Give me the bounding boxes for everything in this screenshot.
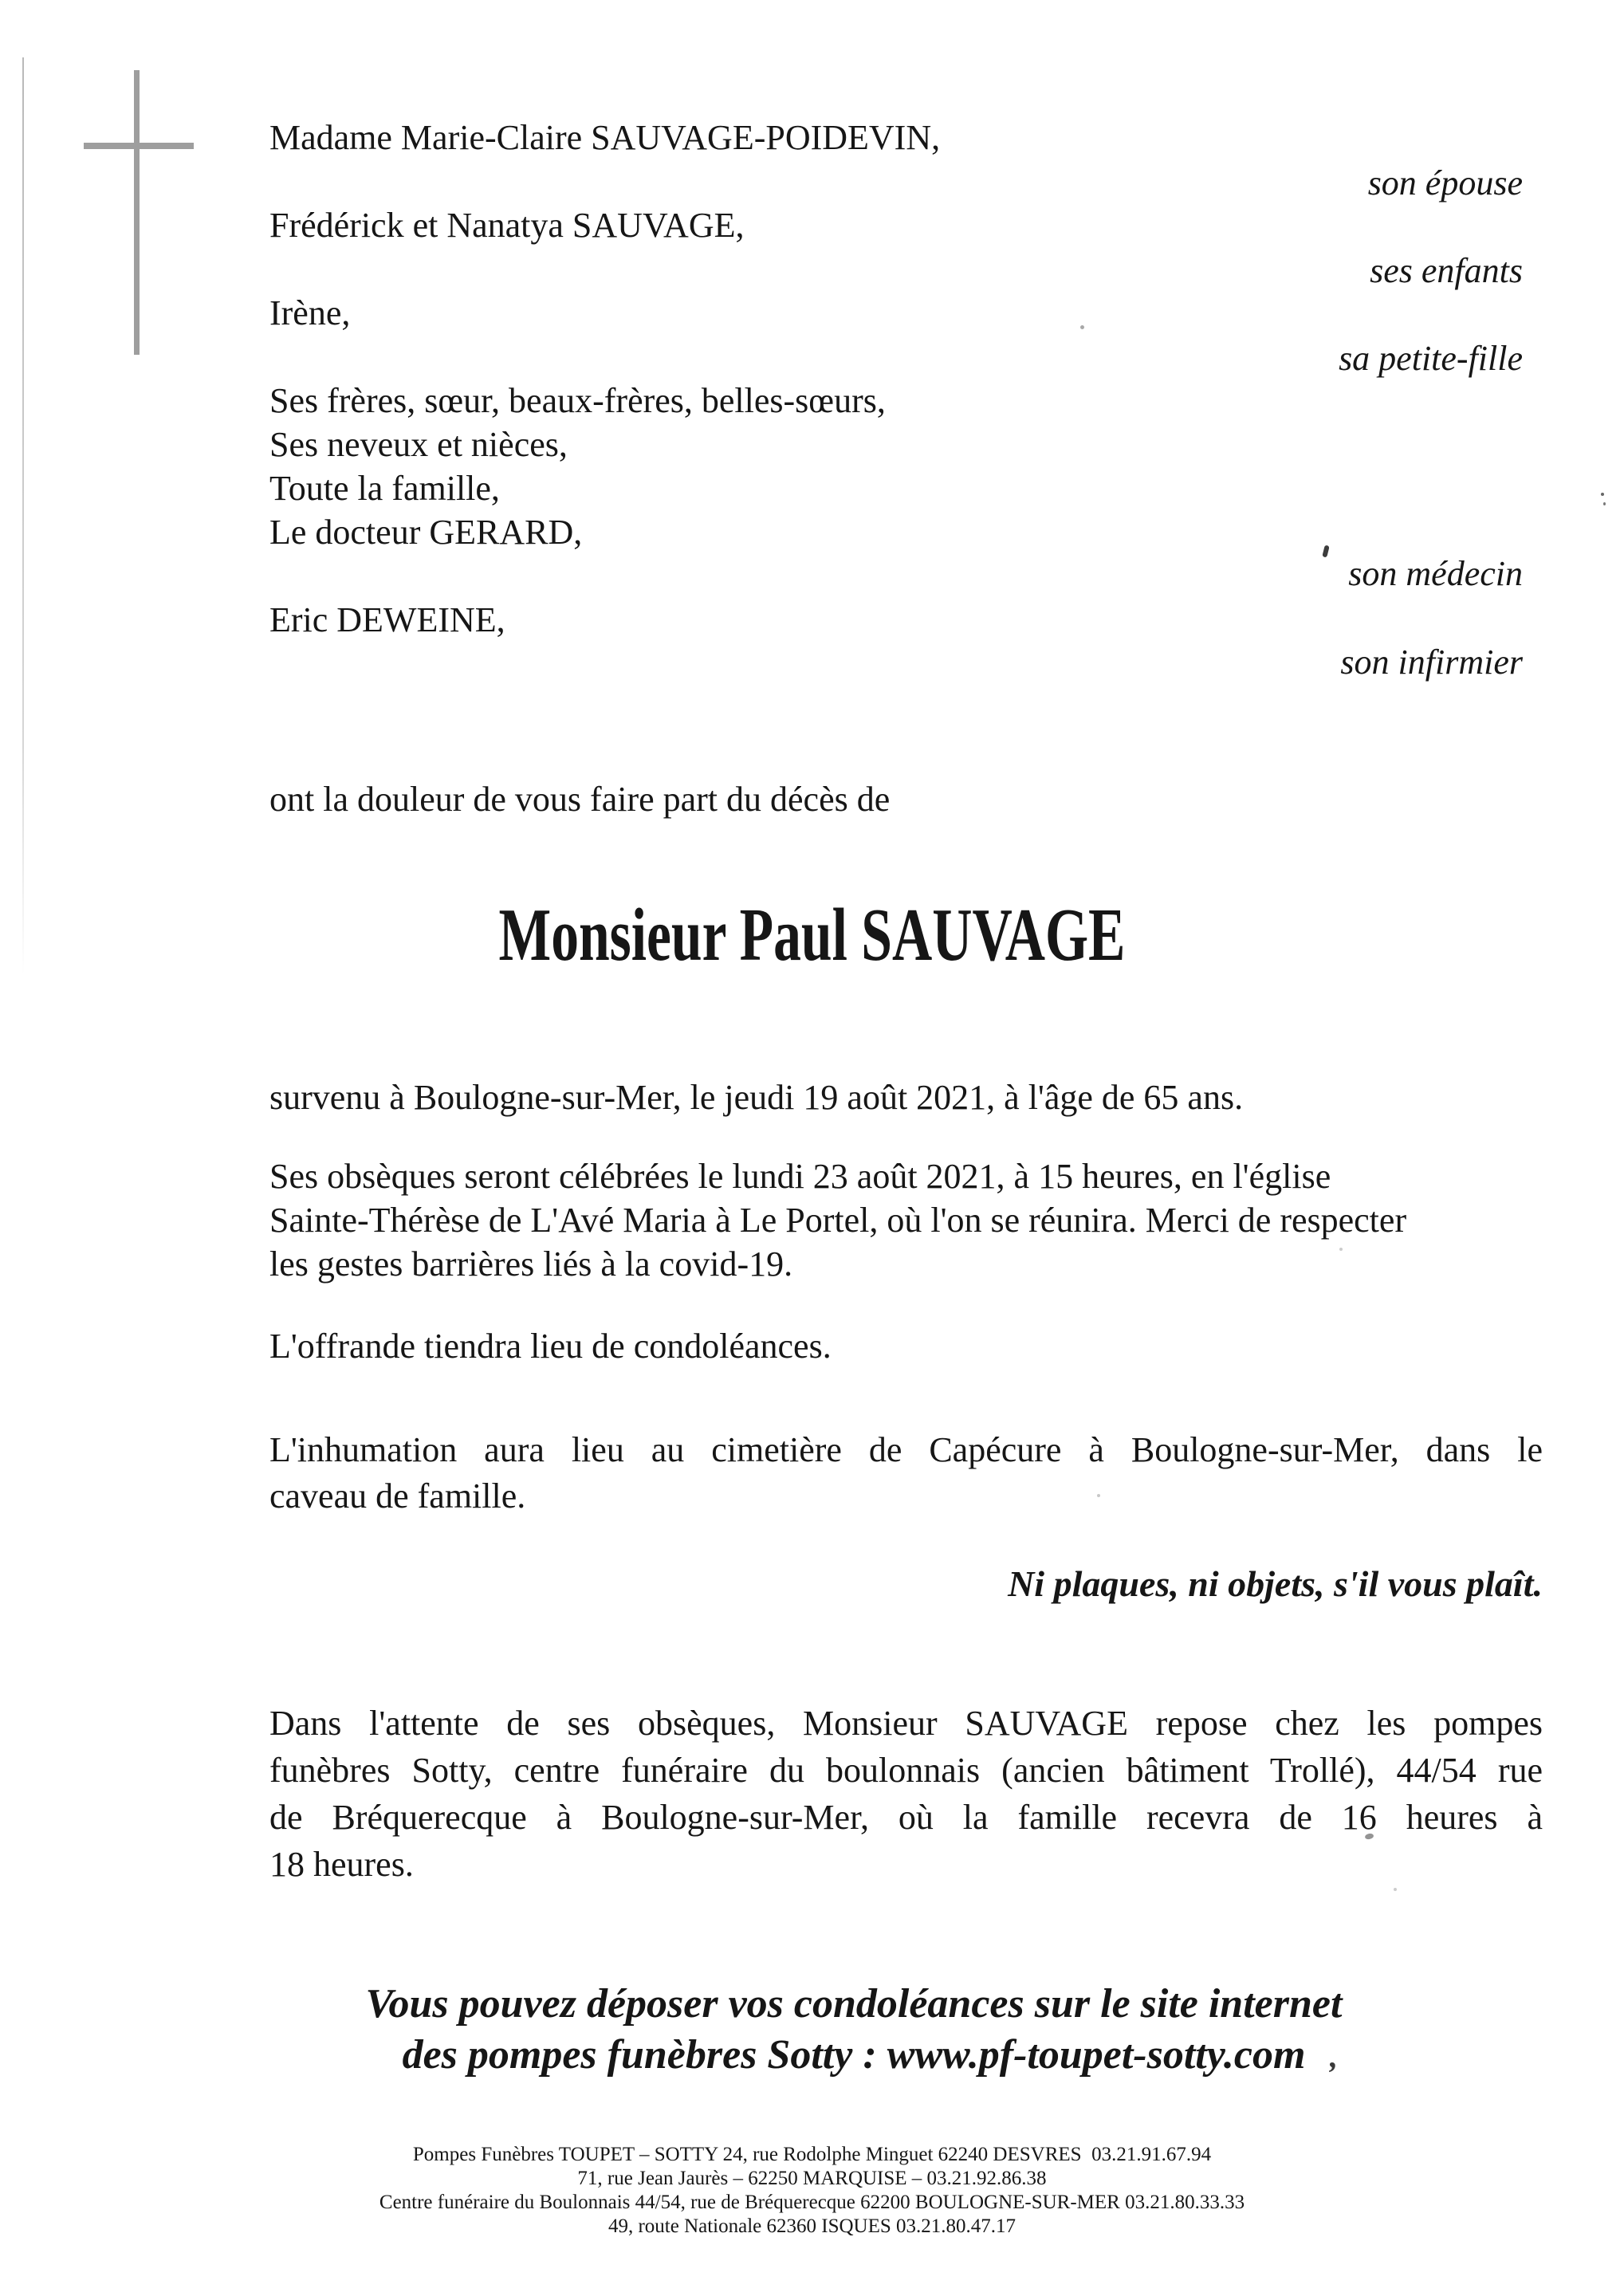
death-date-line: survenu à Boulogne-sur-Mer, le jeudi 19 août 2021, à l'âge de 65 ans. — [269, 1078, 1244, 1117]
scan-comma-mark: , — [1330, 2038, 1338, 2074]
relation-label: sa petite-fille — [1339, 339, 1523, 378]
family-name-line: Toute la famille, — [269, 469, 500, 508]
footer-line: Centre funéraire du Boulonnais 44/54, rue de Bréquerecque 62200 BOULOGNE-SUR-MER 03.21.80.33.33 — [379, 2192, 1245, 2213]
paragraph-line: caveau de famille. — [269, 1476, 526, 1516]
relation-label: son infirmier — [1340, 643, 1523, 682]
funeral-details-paragraph — [269, 1154, 1545, 1286]
family-name-line: Madame Marie-Claire SAUVAGE-POIDEVIN, — [269, 118, 941, 157]
family-name-line: Ses frères, sœur, beaux-frères, belles-sœurs, — [269, 381, 886, 420]
deceased-name-title: Monsieur Paul SAUVAGE — [498, 894, 1126, 977]
burial-paragraph — [269, 1427, 1543, 1520]
footer-line: Pompes Funèbres TOUPET – SOTTY 24, rue Rodolphe Minguet 62240 DESVRES 03.21.91.67.94 — [412, 2144, 1212, 2165]
intro-line: ont la douleur de vous faire part du décès de — [269, 780, 891, 819]
relation-label: ses enfants — [1370, 251, 1523, 290]
paragraph-line: de Bréquerecque à Boulogne-sur-Mer, où la famille recevra de 16 heures à — [269, 1798, 1543, 1837]
paragraph-line: Sainte-Thérèse de L'Avé Maria à Le Portel, où l'on se réunira. Merci de respecter — [269, 1201, 1407, 1240]
relation-label: son épouse — [1367, 163, 1523, 202]
family-name-line: Frédérick et Nanatya SAUVAGE, — [269, 206, 745, 245]
scan-speck — [1603, 502, 1606, 505]
footer-line: 49, route Nationale 62360 ISQUES 03.21.80.47.17 — [608, 2215, 1016, 2237]
repose-paragraph — [269, 1700, 1543, 1888]
paragraph-line: Dans l'attente de ses obsèques, Monsieur SAUVAGE repose chez les pompes — [269, 1704, 1543, 1743]
footer-contact-lines — [0, 2143, 1624, 2239]
paragraph-line: L'inhumation aura lieu au cimetière de Capécure à Boulogne-sur-Mer, dans le — [269, 1430, 1543, 1469]
family-name-line: Le docteur GERARD, — [269, 513, 583, 552]
scan-apostrophe-mark — [1322, 545, 1329, 557]
paragraph-line: Ses obsèques seront célébrées le lundi 23 août 2021, à 15 heures, en l'église — [269, 1157, 1331, 1196]
paragraph-line: 18 heures. — [269, 1845, 414, 1884]
website-note-line: Vous pouvez déposer vos condoléances sur le site internet — [365, 1981, 1343, 2027]
footer-line: 71, rue Jean Jaurès – 62250 MARQUISE – 03.21.92.86.38 — [577, 2168, 1047, 2189]
scan-speck — [1394, 1888, 1397, 1891]
scan-edge-line — [22, 57, 24, 974]
family-name-line: Irène, — [269, 293, 351, 332]
offering-line: L'offrande tiendra lieu de condoléances. — [269, 1327, 832, 1366]
paragraph-line: funèbres Sotty, centre funéraire du boulonnais (ancien bâtiment Trollé), 44/54 rue — [269, 1751, 1543, 1790]
relation-label: son médecin — [1348, 554, 1523, 593]
scan-speck — [1080, 325, 1084, 329]
no-plaques-line: Ni plaques, ni objets, s'il vous plaît. — [1008, 1563, 1543, 1604]
website-note — [84, 1979, 1624, 2081]
family-name-line: Ses neveux et nièces, — [269, 425, 568, 464]
website-note-line: des pompes funèbres Sotty : www.pf-toupet-sotty.com — [402, 2032, 1306, 2078]
scan-speck — [1601, 493, 1604, 496]
family-name-line: Eric DEWEINE, — [269, 600, 505, 639]
paragraph-line: les gestes barrières liés à la covid-19. — [269, 1244, 793, 1284]
